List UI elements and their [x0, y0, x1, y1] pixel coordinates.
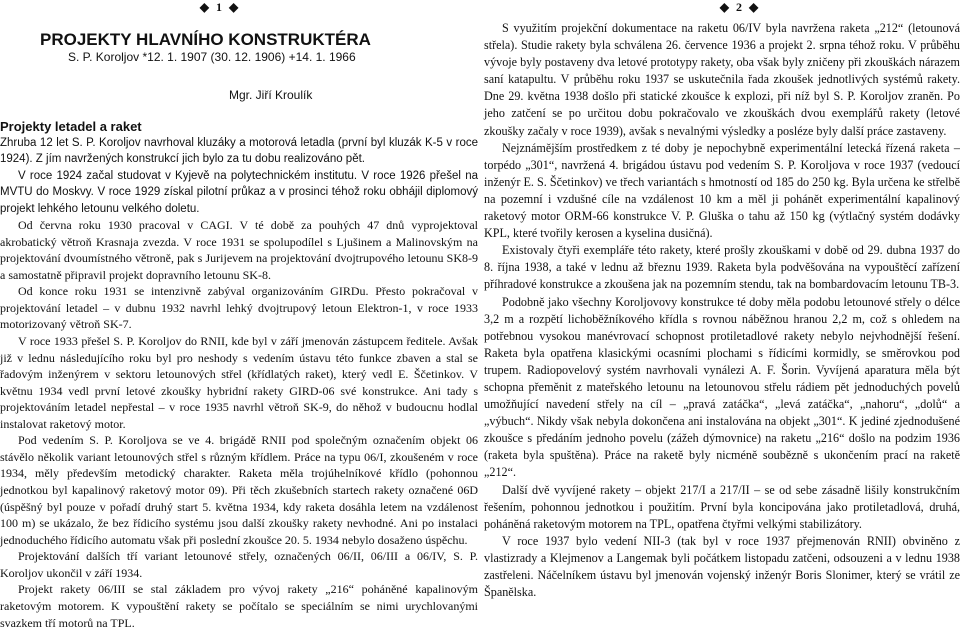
- body-paragraph: Podobně jako všechny Koroljovovy konstrukce té doby měla podobu letounové střely o délce 3,2 m a rozpětí lichoběžníkového křídla s rovnou náběžnou hranou 2,2 m, což s ohledem na potřebnou vysokou manévrovací schopnost protiletadlové rakety nebylo nejvhodnější řešení. Raketa byla opatřena klasickými ocasními plochami s řídicími kormidly, se směrovkou pod trupem. Radiopovelový systém navrhovali vynálezi A. F. Šorin. Vyvíjená aparatura měla být schopna přeměnit z mateřského letounu na letounovou střelu rádiem pět jednoduchých povelů umožňující navedení střely na cíl – „pravá zatáčka“, „levá zatáčka“, „nahoru“, „dolů“ a „výbuch“. Nikdy však nebyla dokončena ani instalována na objekt „301“. K jediné zjednodušené zkoušce s předáním jednoho povelu (zážeh dýmovnice) na raketu „216“ došlo na podzim 1936 (raketa byla spuštěna). Práce na raketě byly nicméně soubězně s ukončením prací na raketě „212“.: [484, 294, 960, 480]
- left-column: [0, 20, 478, 631]
- article-subtitle: S. P. Koroljov *12. 1. 1907 (30. 12. 1906) +14. 1. 1966: [68, 50, 356, 64]
- body-paragraph: Existovaly čtyři exempláře této rakety, které prošly zkouškami v době od 29. dubna 1937 do 8. října 1938, a také v lednu až březnu 1939. Raketa byla podvěšována na vypouštěcí zařízení příhradové konstrukce a zkoušena jak na pozemním stendu, tak na bombardovacím letounu TB-3.: [484, 243, 960, 292]
- body-paragraph: Projekt rakety 06/III se stal základem pro vývoj rakety „216“ poháněné kapalinovým raketovým motorem. K vypouštění rakety se počítalo se speciálním se nimi urychlovanými svazkem tří motorů na TPL.: [0, 582, 478, 630]
- page-number-right: ◆ 2 ◆: [719, 0, 761, 14]
- body-paragraph: V roce 1937 bylo vedení NII-3 (tak byl v roce 1937 přejmenován RNII) obviněno z vlastizrady a Klejmenov a Langemak byli počátkem listopadu zatčeni, odsouzeni a v lednu 1938 zastřeleni. Náčelníkem ústavu byl jmenován vojenský inženýr Boris Slonimer, který se vrátil ze Španělska.: [484, 533, 960, 600]
- body-paragraph: S využitím projekční dokumentace na raketu 06/IV byla navržena raketa „212“ (letounová střela). Studie rakety byla schválena 26. července 1936 a projekt 2. srpna téhož roku. V průběhu vývoje byly postaveny dva letové prototypy rakety, oba však byly zničeny při zkouškách nárazem saní katapultu. V průběhu roku 1937 se uskutečnila řada zkoušek jednotlivých systémů rakety. Dne 29. května 1938 došlo při statické zkoušce k explozi, při níž byl S. P. Koroljov zraněn. Po jeho zatčení se po určitou dobu pokračovalo ve zkouškách dvou exemplářů rakety (letové zkoušky začaly v roce 1939), avšak s nevalnými výsledky a posléze byly další práce zastaveny.: [484, 21, 960, 138]
- body-paragraph: Od června roku 1930 pracoval v CAGI. V té době za pouhých 47 dnů vyprojektoval akrobatický větroň Krasnaja zvezda. V roce 1931 se spolupodílel s Ljušinem a Malinovským na projektování dvoumístného větroně, pak s Jurijevem na projektování dvojtrupového letounu SK8-9 a samostatně připravil projekt dopravního letounu SK-8.: [0, 218, 478, 282]
- body-paragraph: Nejznámějším prostředkem z té doby je nepochybně experimentální letecká řízená raketa – torpédo „301“, navržená 4. brigádou ústavu pod vedením S. P. Koroljova v roce 1937 (vedoucí inženýr E. S. Ščetinkov) ve třech variantách s hmotností od 185 do 250 kg. Byla určena ke střelbě na pozemní i vzdušné cíle na vzdálenost 10 km a měl ji pohánět experimentální kapalinový raketový motor ORM-66 konstrukce V. P. Gluška o tahu až 150 kg (výtlačný systém dodávky KPL, které tvořily kerosen a kyselina dusičná).: [484, 140, 960, 241]
- intro-paragraph: Zhruba 12 let S. P. Koroljov navrhoval kluzáky a motorová letadla (první byl kluzák K-5 v roce 1924). Z jím navržených konstrukcí jich bylo za tu dobu realizováno pět.: [0, 137, 478, 166]
- right-column: [484, 20, 960, 601]
- page-number-left: ◆ 1 ◆: [199, 0, 241, 14]
- section-heading: Projekty letadel a raket: [0, 119, 142, 134]
- body-paragraph: Projektování dalších tří variant letounové střely, označených 06/II, 06/III a 06/IV, S. P. Koroljov ukončil v září 1934.: [0, 549, 478, 580]
- body-paragraph: Další dvě vyvíjené rakety – objekt 217/I a 217/II – se od sebe zásadně lišily konstrukčním řešením, pohonnou jednotkou i použitím. První byla koncipována jako protiletadlová, druhá, poháněná raketovým motorem na TPL, opatřena čtyřmi velkými stabilizátory.: [484, 482, 960, 531]
- article-title: PROJEKTY HLAVNÍHO KONSTRUKTÉRA: [40, 30, 371, 49]
- author-name: Mgr. Jiří Kroulík: [229, 88, 313, 102]
- intro-paragraph: V roce 1924 začal studovat v Kyjevě na polytechnickém institutu. V roce 1926 přešel na MVTU do Moskvy. V roce 1929 získal pilotní průkaz a v prosinci téhož roku obhájil diplomový projekt lehkého letounu velkého doletu.: [0, 169, 478, 215]
- body-paragraph: Pod vedením S. P. Koroljova se ve 4. brigádě RNII pod společným označením objekt 06 stávělo několik variant letounových střel s různým křídlem. Práce na typu 06/I, zkoušeném v roce 1934, měly především metodický charakter. Raketa měla trojúhelníkové křídlo (pohonnou jednotkou byl kapalinový raketový motor 09). Při těch zkušebních startech rakety označené 06D (úspěšný byl pouze v pořadí druhý start 5. května 1934, kdy raketa dosáhla letem na vzdálenost 100 m) se ukázalo, že bez řídicího systému jsou další zkoušky rakety nevhodné. Ani po instalaci jednoduchého řídicího automatu však při poslední zkoušce 20. 5. 1934 nebylo dosaženo úspěchu.: [0, 433, 478, 547]
- body-paragraph: V roce 1933 přešel S. P. Koroljov do RNII, kde byl v září jmenován zástupcem ředitele. Avšak již v lednu následujícího roku byl pro neshody s vedením ústavu této funkce zbaven a stal se řadovým inženýrem v sektoru letounových střel (křídlatých raket), který vedl E. Ščetinkov. V květnu 1934 vedl první letové zkoušky hybridní rakety GIRD-06 své konstrukce. Ani tady s projektováním letadel nepřestal – v roce 1935 navrhl větroň SK-9, do něhož v budoucnu hodlal instalovat raketový motor.: [0, 333, 478, 431]
- body-paragraph: Od konce roku 1931 se intenzivně zabýval organizováním GIRDu. Přesto pokračoval v projektování letadel – v dubnu 1932 navrhl lehký dvojtrupový letoun Elektron-1, v roce 1933 motorizovaný větroň SK-7.: [0, 284, 478, 332]
